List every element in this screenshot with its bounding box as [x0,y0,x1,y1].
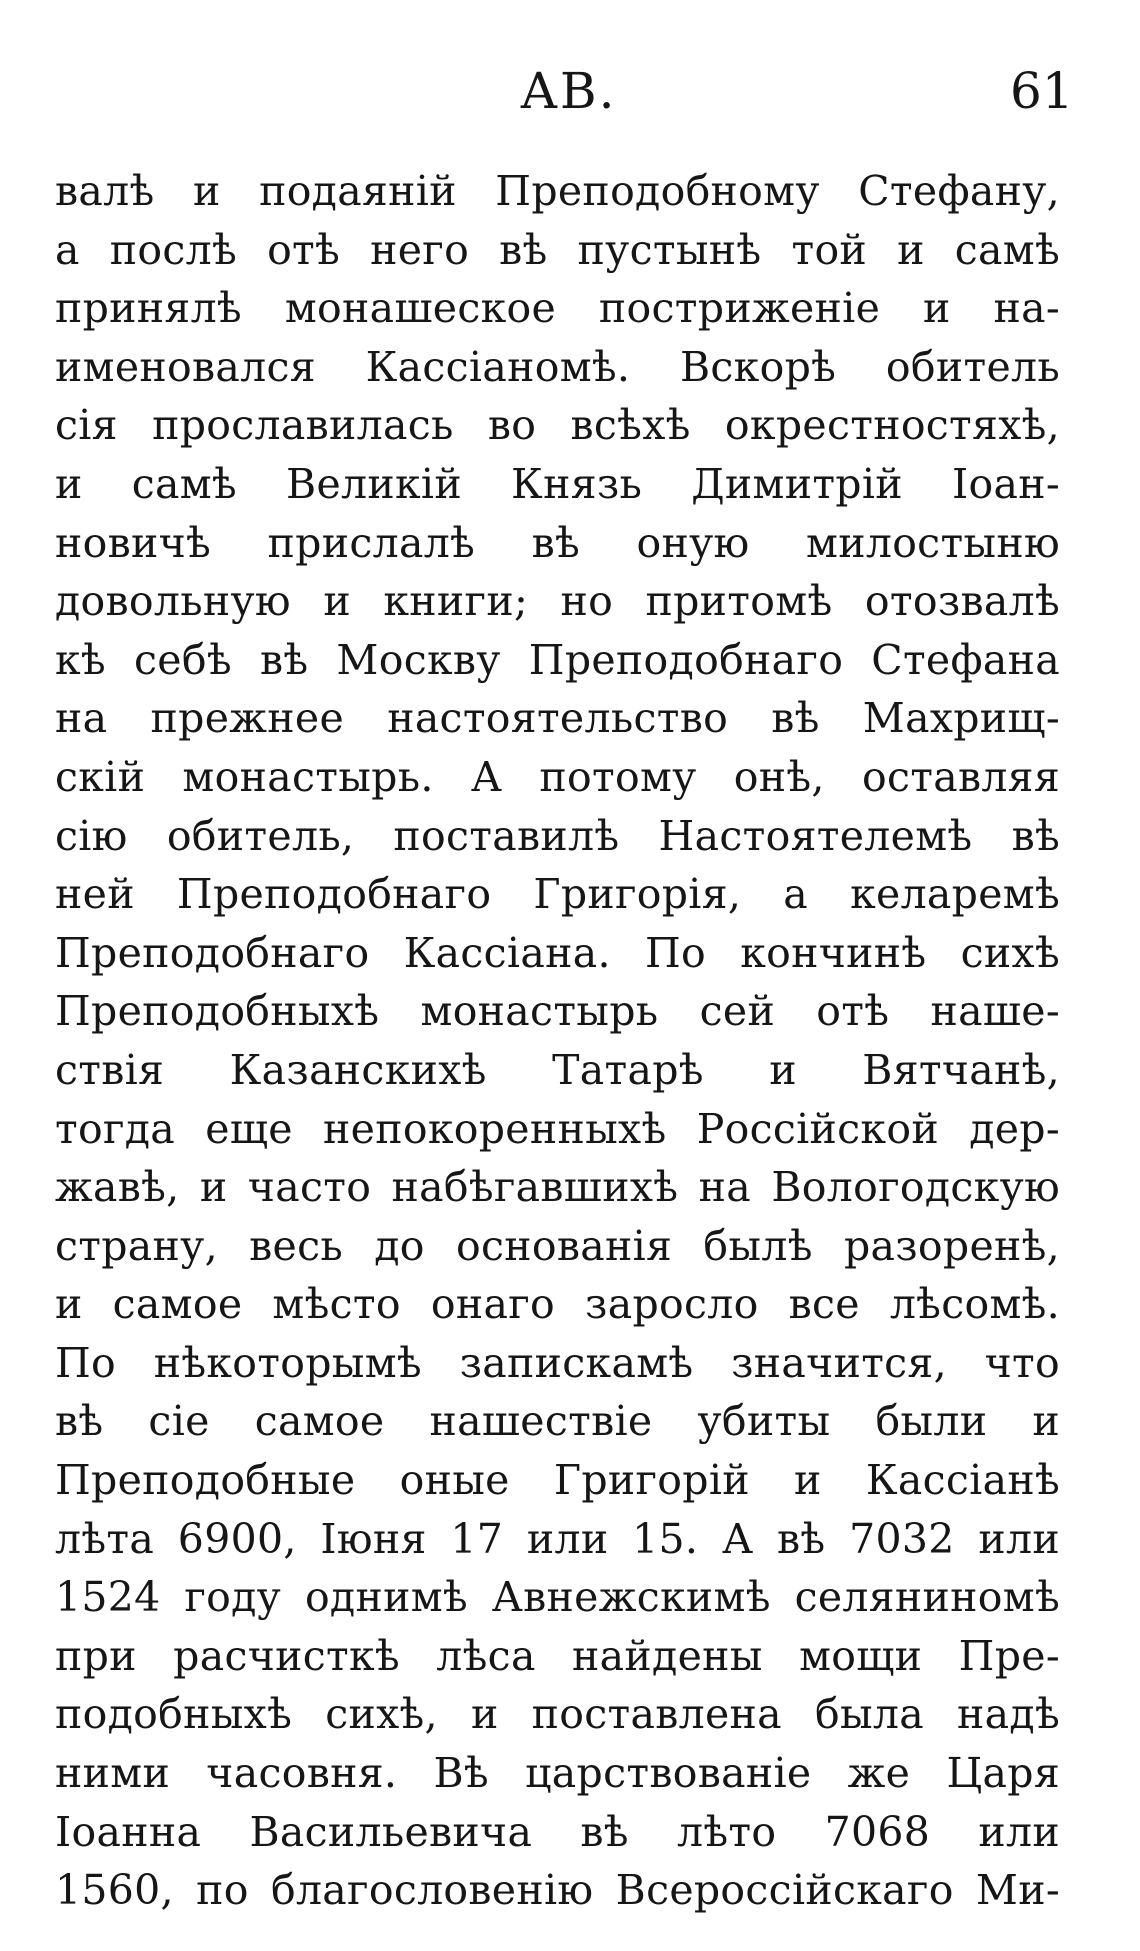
text-line: новичѣ прислалѣ вѣ оную милостыню [55,518,1060,567]
text-line: 1560, по благословенію Всероссійскаго Ми- [55,1866,1060,1915]
text-line: сію обитель, поставилѣ Настоятелемѣ вѣ [55,811,1060,860]
body-text [55,162,1060,1920]
text-line: жавѣ, и часто набѣгавшихѣ на Вологодскую [55,1163,1060,1212]
text-line: и самое мѣсто онаго заросло все лѣсомѣ. [55,1280,1060,1329]
text-line: лѣта 6900, Іюня 17 или 15. А вѣ 7032 или [55,1514,1060,1563]
text-line: тогда еще непокоренныхѣ Россійской дер- [55,1104,1060,1153]
text-line: при расчисткѣ лѣса найдены мощи Пре- [55,1631,1060,1680]
text-line: именовался Кассіаномѣ. Вскорѣ обитель [55,342,1060,391]
text-line: Преподобныхѣ монастырь сей отѣ наше- [55,987,1060,1036]
page-number: 61 [1010,62,1074,120]
text-line: вѣ сіе самое нашествіе убиты были и [55,1397,1060,1446]
text-line: Преподобные оные Григорій и Кассіанѣ [55,1456,1060,1505]
text-line: страну, весь до основанія былѣ разоренѣ, [55,1221,1060,1270]
text-line: Іоанна Васильевича вѣ лѣто 7068 или [55,1807,1060,1856]
text-line: Преподобнаго Кассіана. По кончинѣ сихѣ [55,928,1060,977]
text-line: и самѣ Великій Князь Димитрій Іоан- [55,459,1060,508]
text-line: на прежнее настоятельство вѣ Махрищ- [55,694,1060,743]
text-line: ней Преподобнаго Григорія, а келаремѣ [55,870,1060,919]
text-line: довольную и книги; но притомѣ отозвалѣ [55,577,1060,626]
text-line: скій монастырь. А потому онѣ, оставляя [55,752,1060,801]
text-line: подобныхѣ сихѣ, и поставлена была надѣ [55,1690,1060,1739]
text-line: принялѣ монашеское постриженіе и на- [55,284,1060,333]
text-line: 1524 году однимѣ Авнежскимѣ селяниномѣ [55,1573,1060,1622]
text-line: валѣ и подаяній Преподобному Стефану, [55,167,1060,215]
text-line: а послѣ отѣ него вѣ пустынѣ той и самѣ [55,225,1060,274]
text-line: ними часовня. Вѣ царствованіе же Царя [55,1749,1060,1798]
text-line: сія прославилась во всѣхѣ окрестностяхѣ, [55,401,1060,450]
text-line: кѣ себѣ вѣ Москву Преподобнаго Стефана [55,635,1060,684]
running-head: АВ. [520,62,617,120]
page-header [0,56,1140,126]
text-line: ствія Казанскихѣ Татарѣ и Вятчанѣ, [55,1045,1060,1094]
text-line: По нѣкоторымѣ запискамѣ значится, что [55,1338,1060,1387]
